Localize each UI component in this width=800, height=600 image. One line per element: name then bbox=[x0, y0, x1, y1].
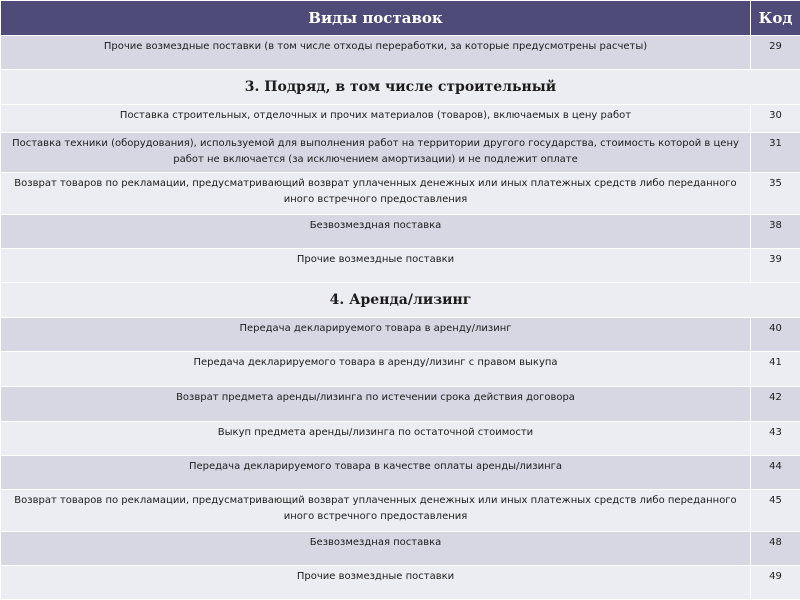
code-cell: 30 bbox=[751, 105, 800, 133]
table-row bbox=[1, 490, 800, 532]
section-header-row bbox=[1, 70, 800, 105]
table-row bbox=[1, 352, 800, 387]
supply-type-cell: Прочие возмездные поставки (в том числе отходы переработки, за которые предусмотрены расчеты) bbox=[1, 36, 751, 70]
code-cell: 43 bbox=[751, 422, 800, 456]
supply-type-cell: Передача декларируемого товара в аренду/лизинг bbox=[1, 318, 751, 352]
supply-type-cell: Передача декларируемого товара в качестве оплаты аренды/лизинга bbox=[1, 456, 751, 490]
table-header-row bbox=[1, 1, 800, 36]
supply-type-cell: Безвозмездная поставка bbox=[1, 532, 751, 566]
code-cell: 35 bbox=[751, 173, 800, 215]
code-cell: 29 bbox=[751, 36, 800, 70]
table-row bbox=[1, 318, 800, 352]
supply-type-cell: Выкуп предмета аренды/лизинга по остаточной стоимости bbox=[1, 422, 751, 456]
section-title: 4. Аренда/лизинг bbox=[1, 283, 800, 318]
code-cell: 38 bbox=[751, 215, 800, 249]
code-cell: 49 bbox=[751, 566, 800, 600]
column-header-supply-types: Виды поставок bbox=[1, 1, 751, 36]
section-title: 3. Подряд, в том числе строительный bbox=[1, 70, 800, 105]
table-row bbox=[1, 133, 800, 173]
table-row bbox=[1, 36, 800, 70]
table-row bbox=[1, 532, 800, 566]
code-cell: 48 bbox=[751, 532, 800, 566]
table-row bbox=[1, 105, 800, 133]
section-header-row bbox=[1, 283, 800, 318]
table-row bbox=[1, 566, 800, 600]
supply-type-cell: Прочие возмездные поставки bbox=[1, 566, 751, 600]
table-row bbox=[1, 456, 800, 490]
code-cell: 40 bbox=[751, 318, 800, 352]
supply-type-cell: Возврат товаров по рекламации, предусматривающий возврат уплаченных денежных или иных платежных средств либо переданного иного встречного предоставления bbox=[1, 173, 751, 215]
code-cell: 42 bbox=[751, 387, 800, 422]
supply-type-cell: Возврат предмета аренды/лизинга по истечении срока действия договора bbox=[1, 387, 751, 422]
code-cell: 39 bbox=[751, 249, 800, 283]
supply-type-cell: Прочие возмездные поставки bbox=[1, 249, 751, 283]
table-row bbox=[1, 215, 800, 249]
supply-type-cell: Возврат товаров по рекламации, предусматривающий возврат уплаченных денежных или иных платежных средств либо переданного иного встречного предоставления bbox=[1, 490, 751, 532]
supply-type-cell: Поставка строительных, отделочных и прочих материалов (товаров), включаемых в цену работ bbox=[1, 105, 751, 133]
table-row bbox=[1, 422, 800, 456]
code-cell: 41 bbox=[751, 352, 800, 387]
table-row bbox=[1, 173, 800, 215]
column-header-code: Код bbox=[751, 1, 800, 36]
table-row bbox=[1, 249, 800, 283]
supply-type-cell: Передача декларируемого товара в аренду/лизинг с правом выкупа bbox=[1, 352, 751, 387]
supply-type-cell: Поставка техники (оборудования), используемой для выполнения работ на территории другого государства, стоимость которой в цену работ не включается (за исключением амортизации) и не подлежит оплате bbox=[1, 133, 751, 173]
table-body bbox=[1, 36, 800, 600]
code-cell: 45 bbox=[751, 490, 800, 532]
table-row bbox=[1, 387, 800, 422]
code-cell: 44 bbox=[751, 456, 800, 490]
code-cell: 31 bbox=[751, 133, 800, 173]
supply-type-cell: Безвозмездная поставка bbox=[1, 215, 751, 249]
